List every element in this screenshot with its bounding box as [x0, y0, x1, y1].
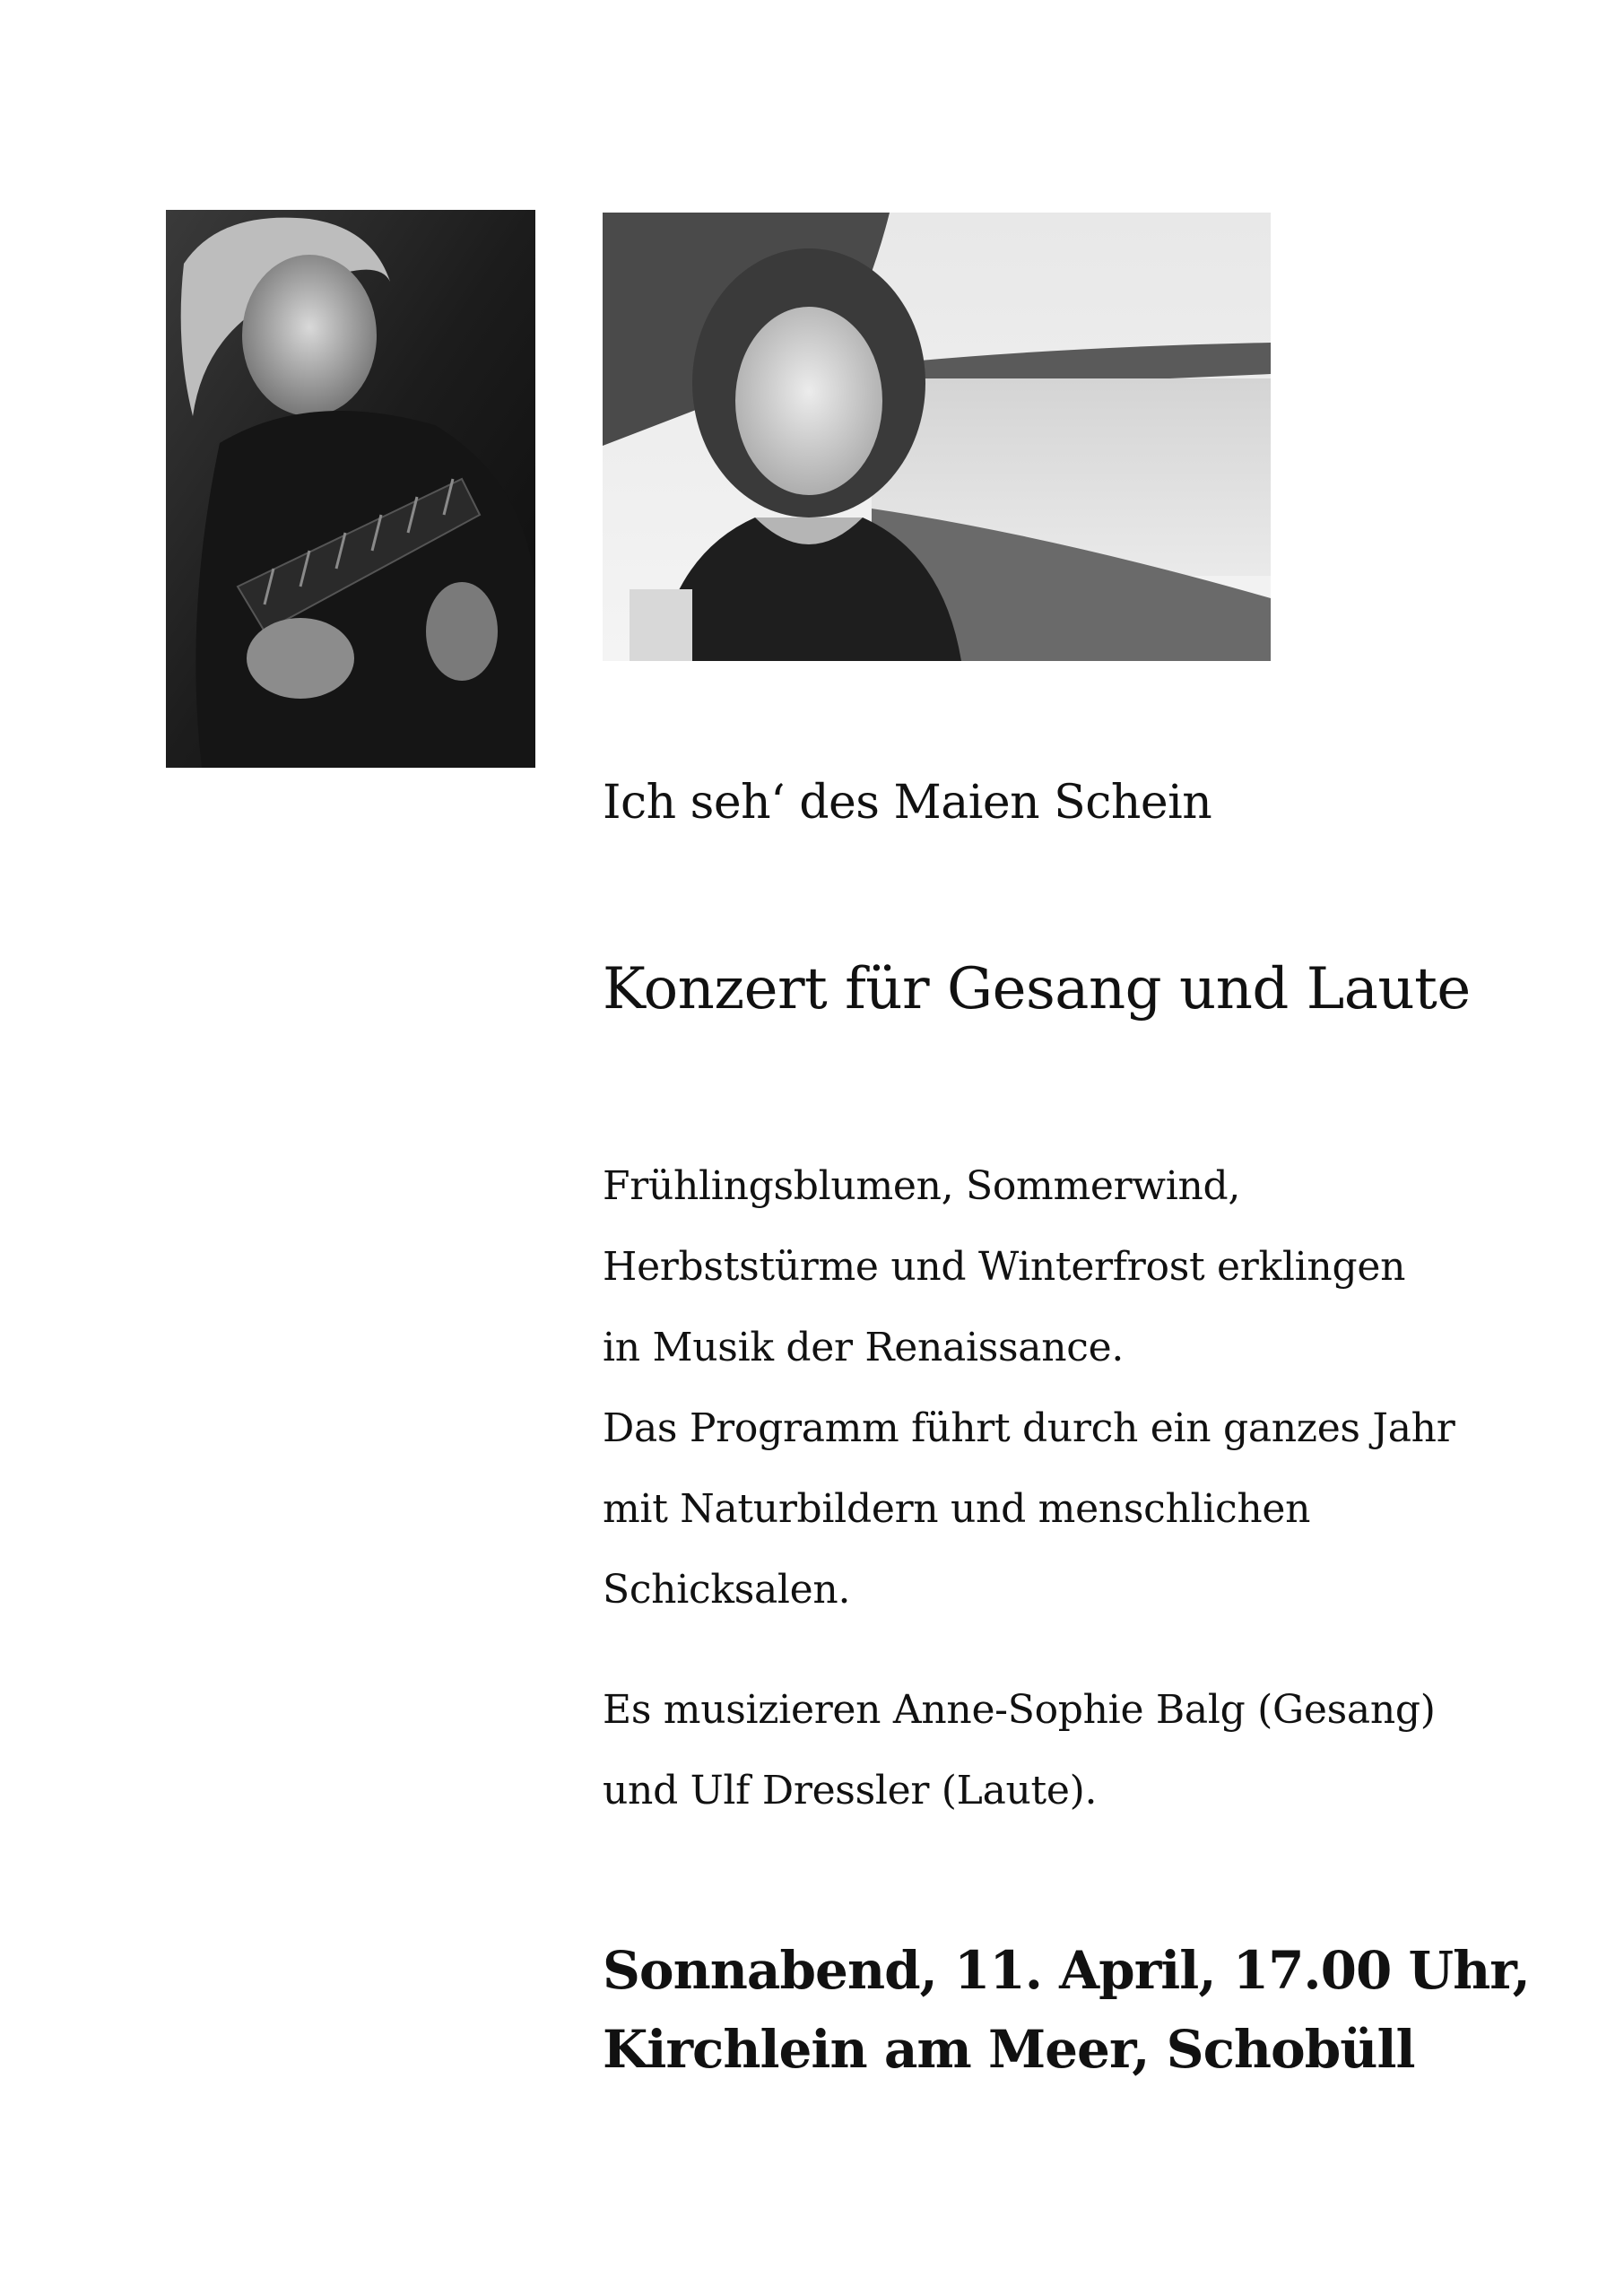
- description-line: mit Naturbildern und menschlichen: [603, 1486, 1311, 1532]
- description-line: Das Programm führt durch ein ganzes Jahr: [603, 1405, 1455, 1451]
- description-line: Frühlingsblumen, Sommerwind,: [603, 1163, 1241, 1209]
- description-line: Herbststürme und Winterfrost erklingen: [603, 1244, 1406, 1290]
- performers-info: [603, 1670, 1499, 1831]
- singer-photo: [603, 213, 1271, 661]
- event-details: [603, 1931, 1530, 2089]
- event-date-time: Sonnabend, 11. April, 17.00 Uhr,: [603, 1940, 1530, 2001]
- description-line: in Musik der Renaissance.: [603, 1325, 1125, 1370]
- performers-line: Es musizieren Anne-Sophie Balg (Gesang): [603, 1687, 1436, 1733]
- concert-subtitle: Ich seh‘ des Maien Schein: [603, 776, 1212, 830]
- event-location: Kirchlein am Meer, Schobüll: [603, 2019, 1415, 2080]
- concert-title: Konzert für Gesang und Laute: [603, 956, 1471, 1022]
- lute-player-photo: [166, 210, 535, 768]
- description-line: Schicksalen.: [603, 1567, 851, 1613]
- program-description: [603, 1146, 1499, 1631]
- performers-line: und Ulf Dressler (Laute).: [603, 1768, 1098, 1813]
